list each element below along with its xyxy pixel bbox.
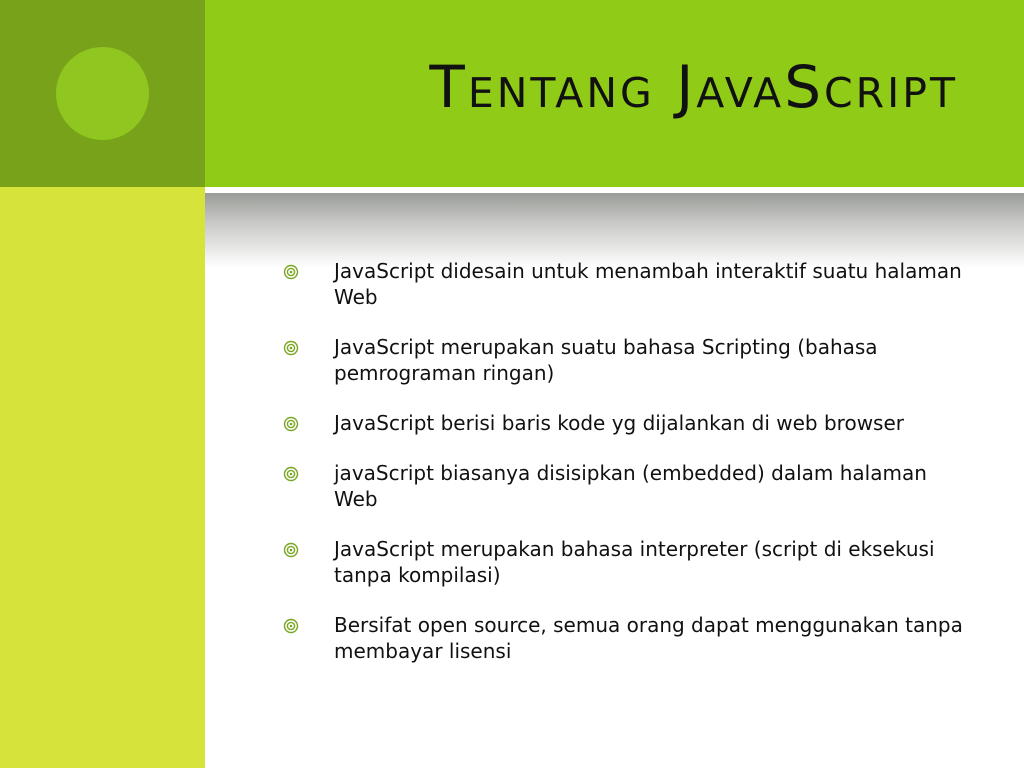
left-sidebar-panel	[0, 187, 205, 768]
concentric-circle-icon	[283, 264, 299, 280]
bullet-text: JavaScript merupakan bahasa interpreter (script di eksekusi tanpa kompilasi)	[334, 537, 935, 587]
bullet-item	[283, 612, 973, 664]
concentric-circle-icon	[283, 542, 299, 558]
bullet-item	[283, 334, 973, 386]
bullet-list	[283, 258, 973, 688]
bullet-item	[283, 460, 973, 512]
bullet-item	[283, 536, 973, 588]
concentric-circle-icon	[283, 340, 299, 356]
concentric-circle-icon	[283, 466, 299, 482]
bullet-text: JavaScript merupakan suatu bahasa Scripting (bahasa pemrograman ringan)	[334, 335, 878, 385]
slide-title: Tentang JavaScript	[429, 53, 958, 121]
bullet-item	[283, 410, 973, 436]
bullet-text: javaScript biasanya disisipkan (embedded) dalam halaman Web	[334, 461, 927, 511]
concentric-circle-icon	[283, 416, 299, 432]
bullet-text: JavaScript berisi baris kode yg dijalankan di web browser	[334, 411, 904, 435]
left-top-panel	[0, 0, 205, 187]
bullet-item	[283, 258, 973, 310]
concentric-circle-icon	[283, 618, 299, 634]
title-header	[205, 0, 1024, 187]
bullet-text: JavaScript didesain untuk menambah interaktif suatu halaman Web	[334, 259, 962, 309]
header-shadow	[205, 193, 1024, 268]
bullet-text: Bersifat open source, semua orang dapat menggunakan tanpa membayar lisensi	[334, 613, 963, 663]
decorative-circle	[56, 47, 149, 140]
